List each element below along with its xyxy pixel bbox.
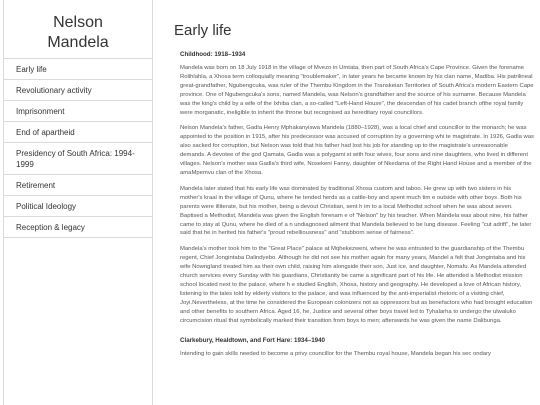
sidebar-item-presidency[interactable]: Presidency of South Africa: 1994-1999 (4, 143, 152, 175)
sidebar-item-early-life[interactable]: Early life (4, 59, 152, 80)
sidebar-item-imprisonment[interactable]: Imprisonment (4, 101, 152, 122)
section-heading-clarkebury: Clarkebury, Healdtown, and Fort Hare: 1934–1940 (180, 337, 326, 345)
sidebar-nav (4, 58, 152, 238)
paragraph: Mandela was born on 18 July 1918 in the village of Mvezo in Umtata, then part of South Africa's Cape Province. Given the forename Rolihlahla, a Xhosa term colloquially meaning "troublemaker", in later years he became known by his clan name, Madiba. His patrilineal great-grandfather, Ngubengcuka, was ruler of the Thembu Kingdom in the Transkeian Territories of South Africa's modern Eastern Cape province. One of Ngubengcuka's sons, named Mandela, was Nelson's grandfather and the source of his surname. Because Mandela was the king's child by a wife of the Ixhiba clan, a so-called "Left-Hand House", the descendan of his cadet branch ofthe royal family were morganatic, ineligible to inherit the throne but recognised as hereditary royal councillors. (180, 65, 534, 116)
paragraph: Intending to gain skills needed to become a privy councillor for the Thembu royal house, Mandela began his sec ondary (180, 351, 491, 358)
page-title: Early life (174, 22, 232, 39)
site-title[interactable] (4, 0, 152, 58)
section-heading-childhood: Childhood: 1918–1934 (180, 51, 246, 58)
sidebar-item-political-ideology[interactable]: Political Ideology (4, 196, 152, 217)
sidebar-item-revolutionary-activity[interactable]: Revolutionary activity (4, 80, 152, 101)
sidebar-item-retirement[interactable]: Retirement (4, 175, 152, 196)
paragraph: Nelson Mandela's father, Gadla Henry Mphakanyiswa Mandela (1880–1928), was a local chief and councillor to the monarch; he was appointed to the position in 1915, after his predecessor was accused of corruption by a governing whi te magistrate. In 1926, Gadla was also sacked for corruption, but Nelson was told that his father had lost his job for standing up to the magistrate's unreasonable demands. A devotee of the god Qamata, Gadla was a polygami st with four wives, four sons and nine daughters, who lived in different villages. Nelson's mother was Gadla's third wife, Nosekeni Fanny, daughter of Nkedama of the Right Hand House and a member of the amaMpemvu clan of the Xhosa. (180, 125, 534, 176)
sidebar-item-end-of-apartheid[interactable]: End of apartheid (4, 122, 152, 143)
main-content (174, 0, 534, 405)
paragraph: Mandela's mother took him to the "Great Place" palace at Mqhekezweni, where he was entrusted to the guardianship of the Thembu regent, Chief Jongintaba Dalindyebo. Although he did not see his mother again for many years, Mandel a felt that Jongintaba and his wife Nowngland treated him as their own child, raising him alongside their son, Just ice, and daughter, Nomafu. As Mandela attended church services every Sunday with his guardians, Christianity be came a significant part of his life. He attended a Methodist mission school located next to the palace, where h e studied English, Xhosa, history and geography. He developed a love of African history, listening to the tales told by elderly visitors to the palace, and was influenced by the anti-imperialist rhetoric of a visiting chief, Joyi.Nevertheless, at the time he considered the European colonizers not as oppressors but as benefactors who had brought education and other benefits to southern Africa. Aged 16, he, Justice and several other boys travel led to Tyhalarha to undergo the ulwaluko circumcision ritual that symbolically marked their transition from boys to men; afterwards he was given the name Dalibunga. (180, 246, 533, 324)
sidebar (3, 0, 153, 405)
site-title-line1[interactable]: Nelson (53, 14, 103, 31)
site-title-line2[interactable]: Mandela (47, 34, 109, 51)
sidebar-item-reception-legacy[interactable]: Reception & legacy (4, 217, 152, 238)
paragraph: Mandela later stated that his early life was dominated by traditional Xhosa custom and taboo. He grew up with two sisters in his mother's kraal in the village of Qunu, where he tended herds as a cattle-boy and spent much tim e outside with other boys. Both his parents were illiterate, but his mother, being a devout Christian, sent h im to a local Methodist school when he was about seven. Baptised a Methodist, Mandela was given the English forenam e of "Nelson" by his teacher. When Mandela was about nine, his father came to stay at Qunu, where he died of a n undiagnosed ailment that Mandela believed to be lung disease. Feeling "cut adrift", he later said that he in herited his father's "proud rebelliousness" and "stubborn sense of fairness". (180, 185, 532, 237)
